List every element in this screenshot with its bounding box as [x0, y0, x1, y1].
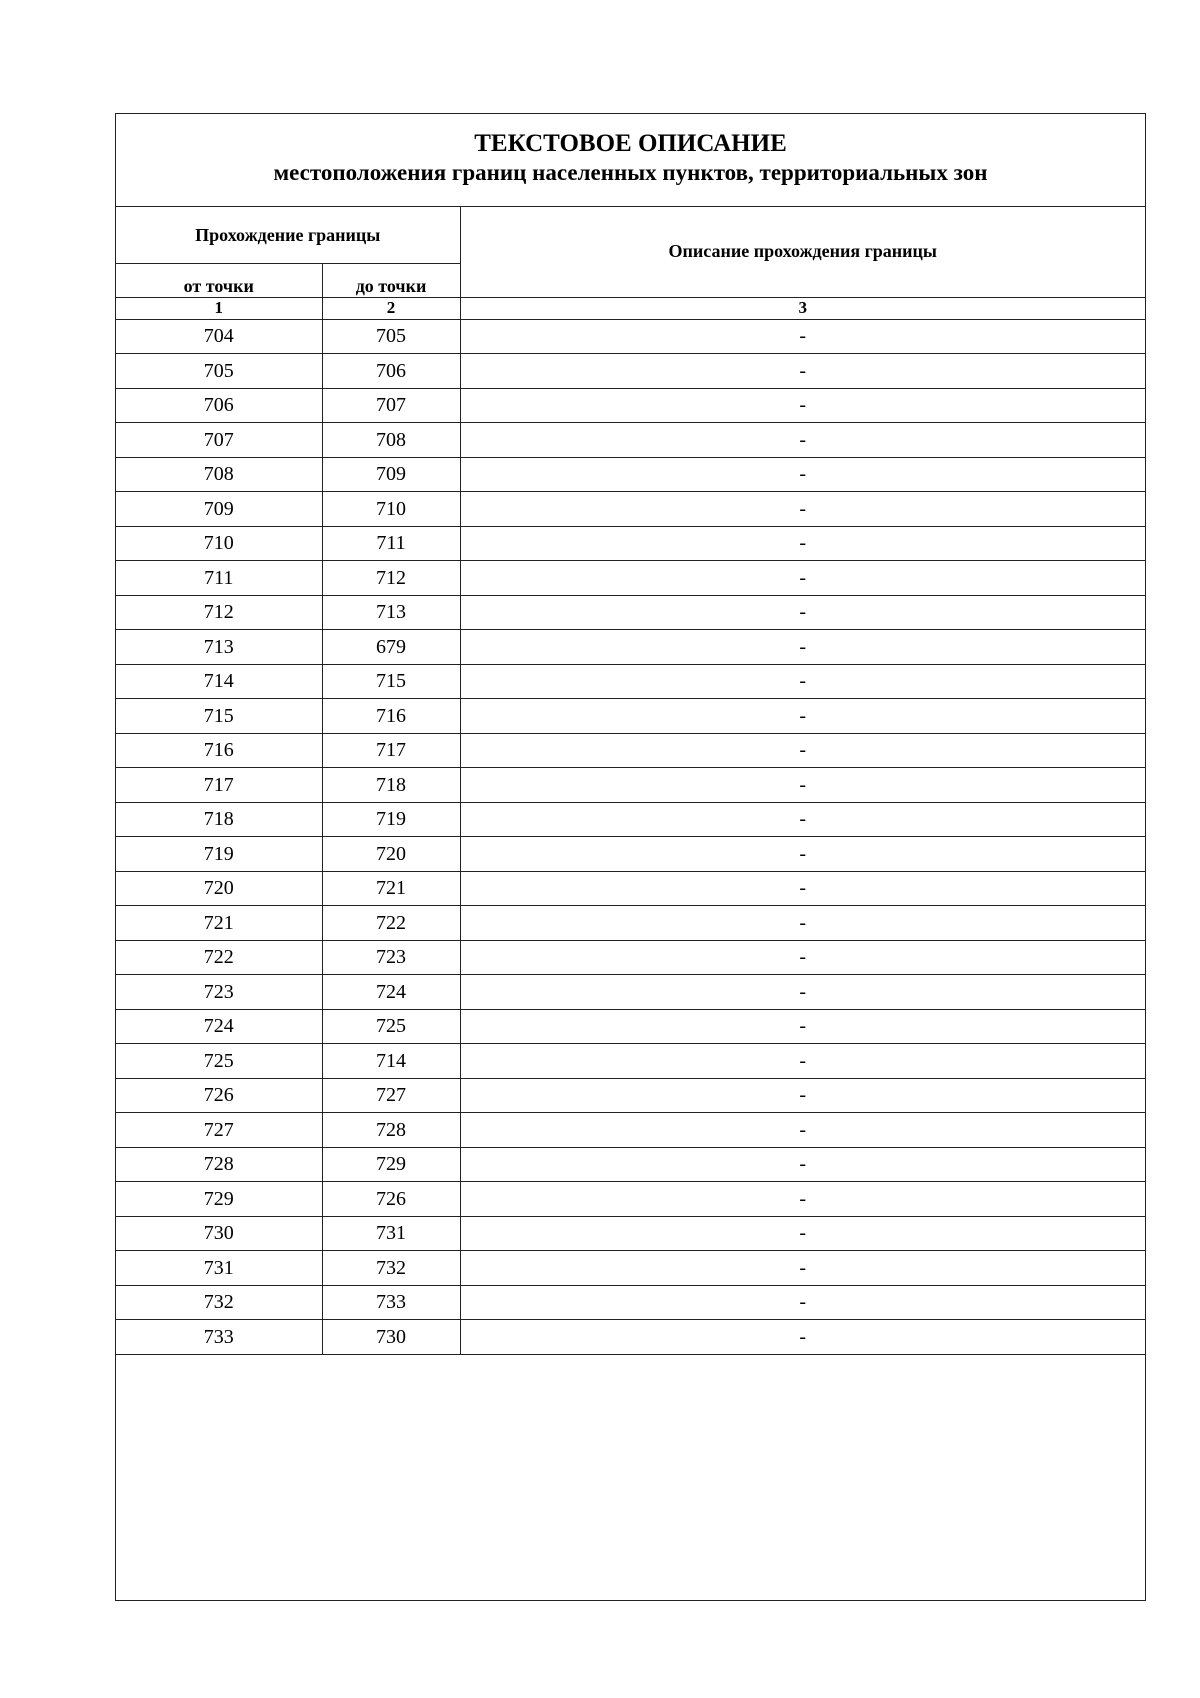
description-cell: -: [460, 1320, 1145, 1355]
table-row: [116, 630, 1145, 665]
table-row: [116, 1182, 1145, 1217]
table-row: [116, 319, 1145, 354]
description-cell: -: [460, 802, 1145, 837]
description-cell: -: [460, 1182, 1145, 1217]
description-cell: -: [460, 457, 1145, 492]
description-cell: -: [460, 388, 1145, 423]
from-point-cell: 713: [116, 630, 322, 665]
description-cell: -: [460, 1251, 1145, 1286]
table-row: [116, 906, 1145, 941]
header-boundary-passage: Прохождение границы: [116, 207, 460, 263]
to-point-cell: 705: [322, 319, 460, 354]
to-point-cell: 679: [322, 630, 460, 665]
from-point-cell: 707: [116, 423, 322, 458]
table-row: [116, 595, 1145, 630]
table-row: [116, 1285, 1145, 1320]
table-row: [116, 1320, 1145, 1355]
from-point-cell: 731: [116, 1251, 322, 1286]
from-point-cell: 709: [116, 492, 322, 527]
table-row: [116, 940, 1145, 975]
to-point-cell: 725: [322, 1009, 460, 1044]
to-point-cell: 721: [322, 871, 460, 906]
table-row: [116, 664, 1145, 699]
description-cell: -: [460, 1147, 1145, 1182]
table-row: [116, 975, 1145, 1010]
to-point-cell: 716: [322, 699, 460, 734]
to-point-cell: 718: [322, 768, 460, 803]
to-point-cell: 724: [322, 975, 460, 1010]
to-point-cell: 733: [322, 1285, 460, 1320]
from-point-cell: 733: [116, 1320, 322, 1355]
description-cell: -: [460, 733, 1145, 768]
table-row: [116, 871, 1145, 906]
column-number-3: 3: [460, 297, 1145, 319]
header-to-point: до точки: [322, 263, 460, 297]
description-cell: -: [460, 768, 1145, 803]
from-point-cell: 724: [116, 1009, 322, 1044]
to-point-cell: 730: [322, 1320, 460, 1355]
to-point-cell: 709: [322, 457, 460, 492]
to-point-cell: 731: [322, 1216, 460, 1251]
to-point-cell: 713: [322, 595, 460, 630]
description-cell: -: [460, 1078, 1145, 1113]
to-point-cell: 728: [322, 1113, 460, 1148]
document-frame: [115, 113, 1146, 1601]
description-cell: -: [460, 871, 1145, 906]
from-point-cell: 719: [116, 837, 322, 872]
from-point-cell: 717: [116, 768, 322, 803]
table-row: [116, 1009, 1145, 1044]
table-row: [116, 1044, 1145, 1079]
to-point-cell: 722: [322, 906, 460, 941]
table-row: [116, 354, 1145, 389]
description-cell: -: [460, 561, 1145, 596]
table-row: [116, 1216, 1145, 1251]
from-point-cell: 710: [116, 526, 322, 561]
from-point-cell: 715: [116, 699, 322, 734]
description-cell: -: [460, 1113, 1145, 1148]
from-point-cell: 726: [116, 1078, 322, 1113]
to-point-cell: 714: [322, 1044, 460, 1079]
to-point-cell: 719: [322, 802, 460, 837]
description-cell: -: [460, 975, 1145, 1010]
from-point-cell: 704: [116, 319, 322, 354]
from-point-cell: 728: [116, 1147, 322, 1182]
from-point-cell: 708: [116, 457, 322, 492]
table-row: [116, 733, 1145, 768]
table-body: [116, 319, 1145, 1354]
from-point-cell: 716: [116, 733, 322, 768]
from-point-cell: 721: [116, 906, 322, 941]
table-header: [116, 207, 1145, 319]
description-cell: -: [460, 906, 1145, 941]
description-cell: -: [460, 354, 1145, 389]
table-row: [116, 699, 1145, 734]
to-point-cell: 723: [322, 940, 460, 975]
description-cell: -: [460, 526, 1145, 561]
to-point-cell: 715: [322, 664, 460, 699]
from-point-cell: 732: [116, 1285, 322, 1320]
to-point-cell: 729: [322, 1147, 460, 1182]
description-cell: -: [460, 940, 1145, 975]
to-point-cell: 726: [322, 1182, 460, 1217]
column-number-1: 1: [116, 297, 322, 319]
description-cell: -: [460, 492, 1145, 527]
table-row: [116, 768, 1145, 803]
description-cell: -: [460, 699, 1145, 734]
from-point-cell: 727: [116, 1113, 322, 1148]
description-cell: -: [460, 630, 1145, 665]
to-point-cell: 706: [322, 354, 460, 389]
to-point-cell: 732: [322, 1251, 460, 1286]
from-point-cell: 720: [116, 871, 322, 906]
table-row: [116, 1078, 1145, 1113]
description-cell: -: [460, 1044, 1145, 1079]
from-point-cell: 722: [116, 940, 322, 975]
description-cell: -: [460, 423, 1145, 458]
title-block: [116, 114, 1145, 207]
table-row: [116, 526, 1145, 561]
description-cell: -: [460, 1216, 1145, 1251]
table-row: [116, 492, 1145, 527]
from-point-cell: 714: [116, 664, 322, 699]
from-point-cell: 711: [116, 561, 322, 596]
table-row: [116, 388, 1145, 423]
from-point-cell: 706: [116, 388, 322, 423]
document-subtitle: местоположения границ населенных пунктов, территориальных зон: [273, 160, 988, 185]
to-point-cell: 717: [322, 733, 460, 768]
table-row: [116, 1251, 1145, 1286]
from-point-cell: 725: [116, 1044, 322, 1079]
to-point-cell: 707: [322, 388, 460, 423]
from-point-cell: 718: [116, 802, 322, 837]
description-cell: -: [460, 1009, 1145, 1044]
from-point-cell: 705: [116, 354, 322, 389]
to-point-cell: 710: [322, 492, 460, 527]
from-point-cell: 729: [116, 1182, 322, 1217]
boundary-table: [116, 207, 1145, 1355]
from-point-cell: 723: [116, 975, 322, 1010]
description-cell: -: [460, 595, 1145, 630]
table-row: [116, 802, 1145, 837]
to-point-cell: 720: [322, 837, 460, 872]
description-cell: -: [460, 837, 1145, 872]
to-point-cell: 711: [322, 526, 460, 561]
from-point-cell: 730: [116, 1216, 322, 1251]
table-row: [116, 1147, 1145, 1182]
from-point-cell: 712: [116, 595, 322, 630]
table-row: [116, 457, 1145, 492]
table-row: [116, 423, 1145, 458]
table-row: [116, 1113, 1145, 1148]
table-row: [116, 561, 1145, 596]
to-point-cell: 708: [322, 423, 460, 458]
document-title: ТЕКСТОВОЕ ОПИСАНИЕ: [474, 130, 787, 157]
description-cell: -: [460, 1285, 1145, 1320]
column-number-2: 2: [322, 297, 460, 319]
description-cell: -: [460, 664, 1145, 699]
table-row: [116, 837, 1145, 872]
description-cell: -: [460, 319, 1145, 354]
header-from-point: от точки: [116, 263, 322, 297]
header-description: Описание прохождения границы: [460, 207, 1145, 297]
to-point-cell: 727: [322, 1078, 460, 1113]
to-point-cell: 712: [322, 561, 460, 596]
